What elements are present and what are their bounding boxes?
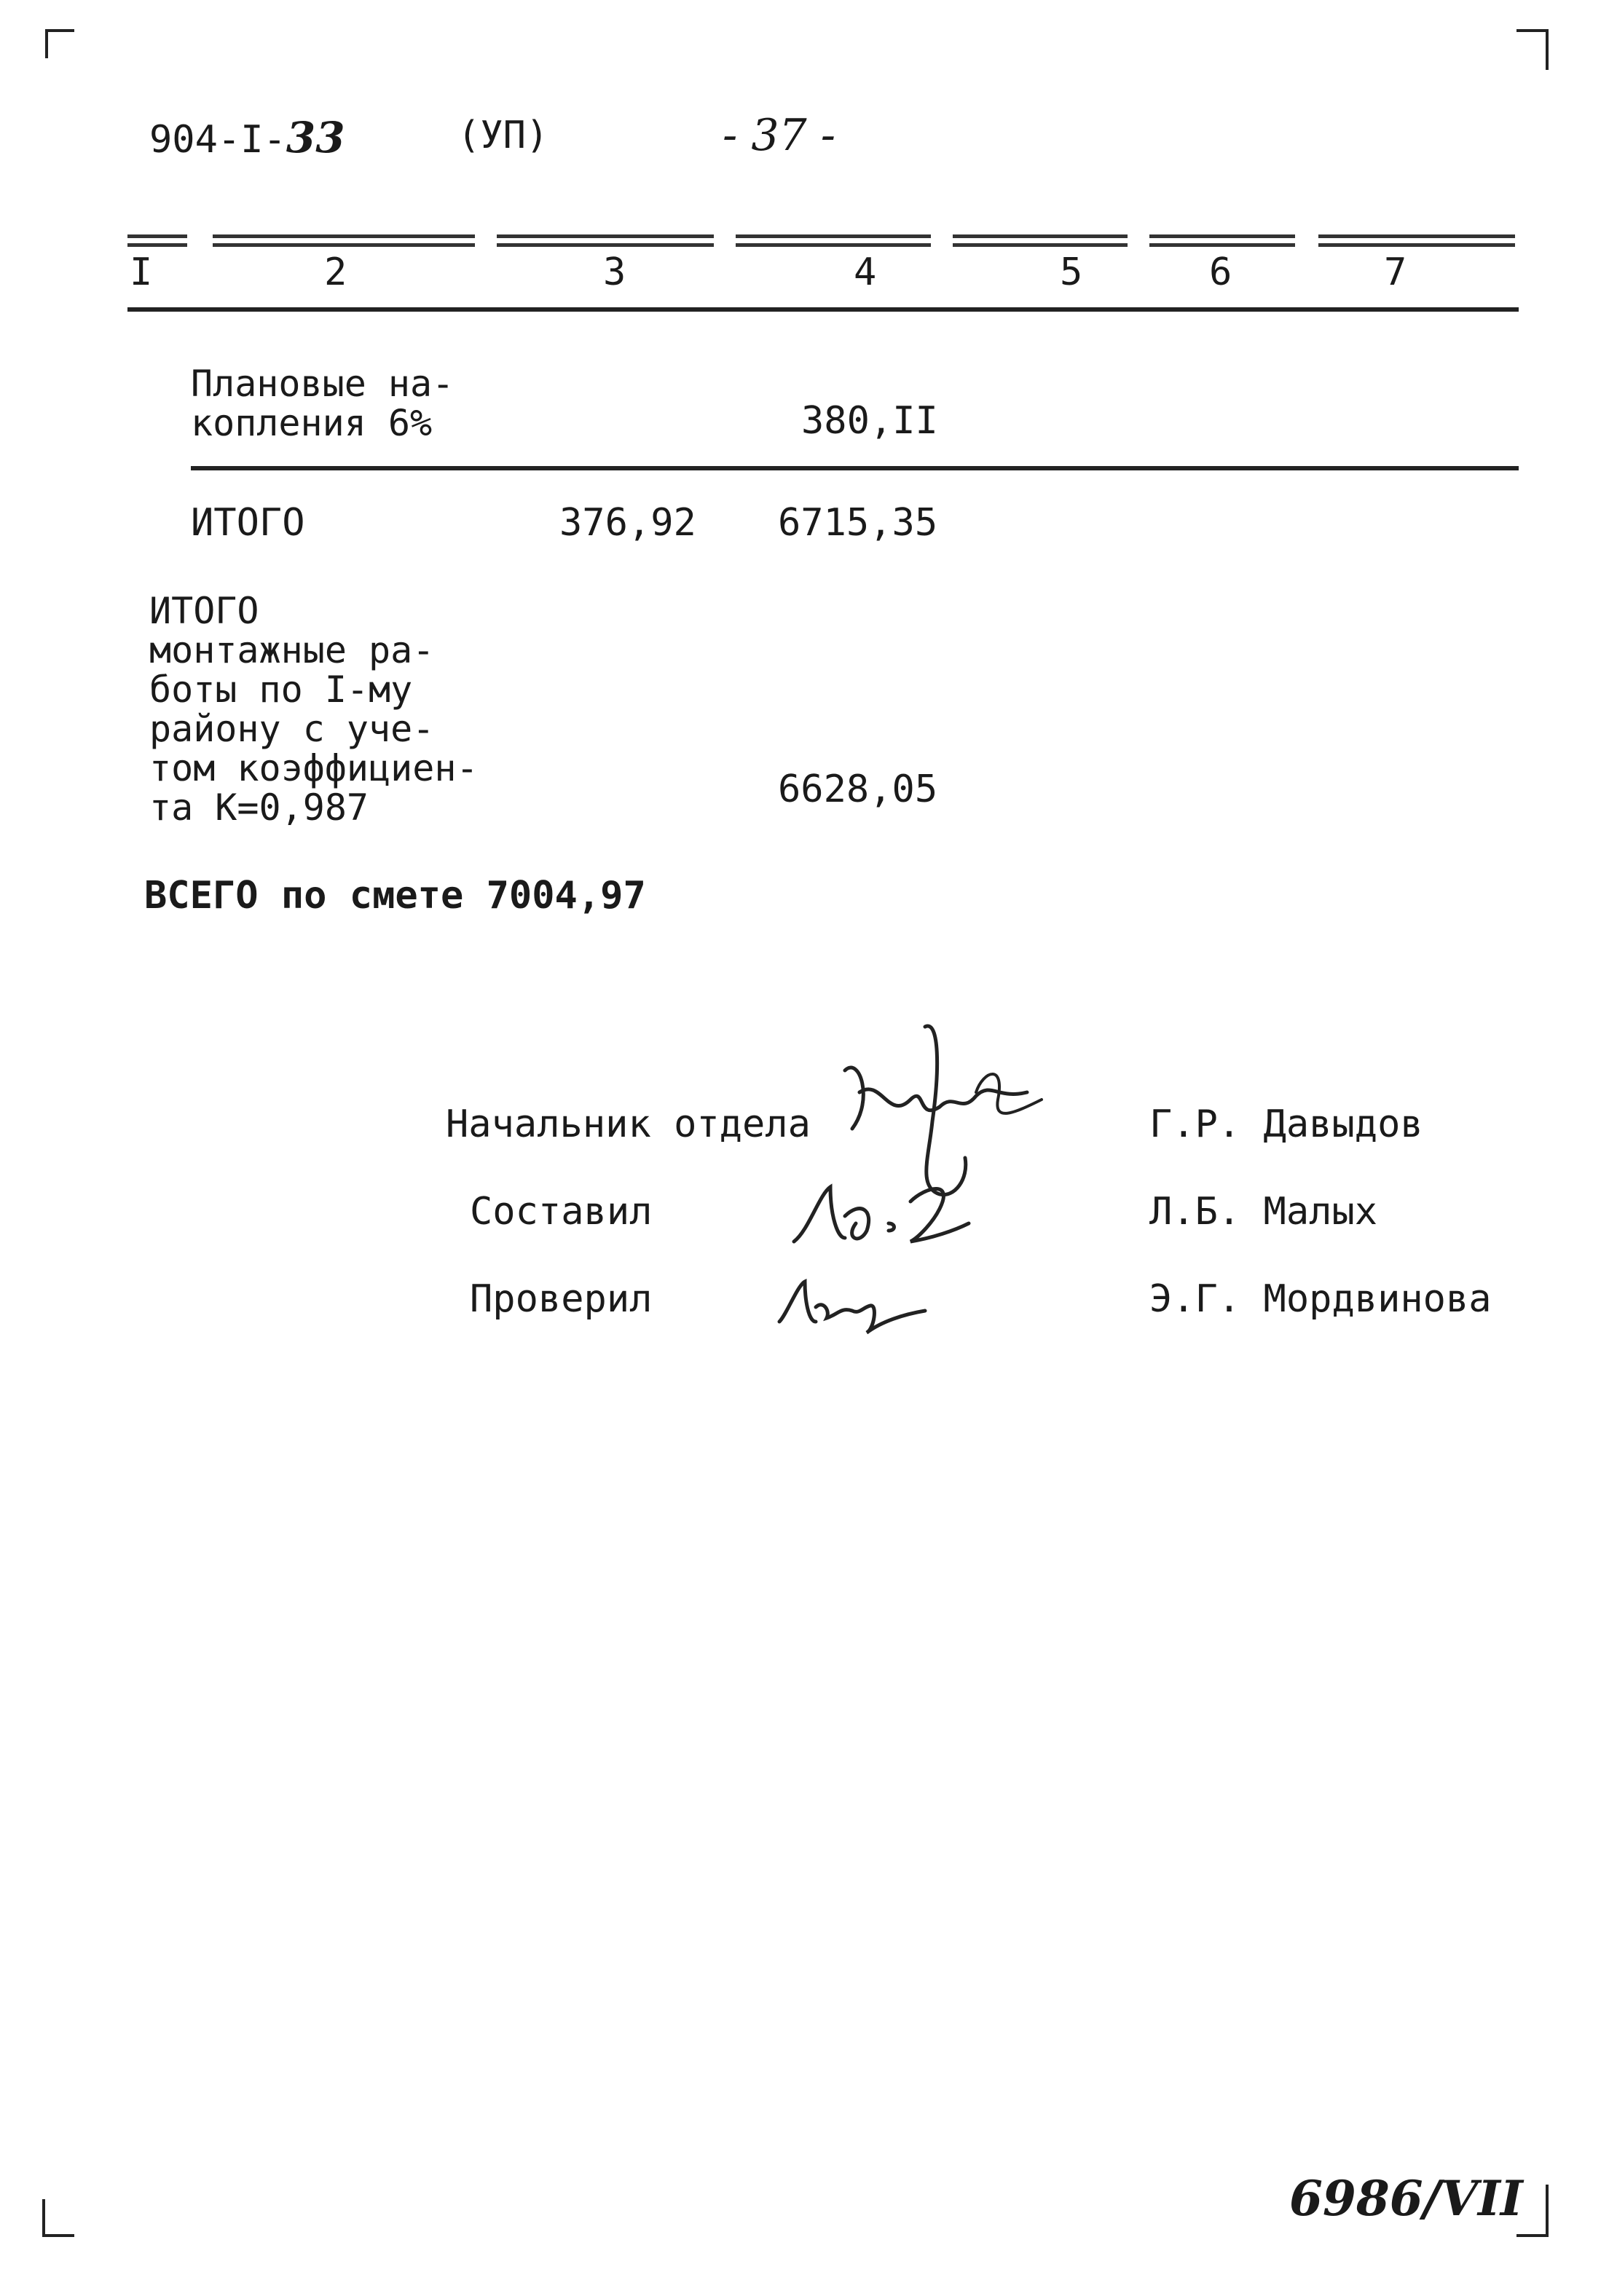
row-subtotal-col4: 6715,35	[778, 501, 938, 545]
row-label-planned-savings: Плановые на- копления 6%	[191, 363, 455, 444]
signature-role-compiled: Составил	[470, 1190, 653, 1234]
handwritten-signature-checked	[772, 1271, 932, 1336]
column-header-6: 6	[1209, 250, 1232, 294]
row-label-subtotal: ИТОГО	[191, 501, 305, 545]
column-header-4: 4	[854, 250, 877, 294]
corner-mark-top-left	[45, 29, 48, 58]
row-subtotal-col3: 376,92	[559, 501, 696, 545]
section-code: (УП)	[457, 114, 549, 157]
grand-total: ВСЕГО по смете 7004,97	[144, 874, 646, 918]
table-header-bottom-rule	[127, 307, 1519, 312]
row-separator-rule	[191, 466, 1519, 470]
signature-role-head: Начальник отдела	[446, 1102, 811, 1146]
signature-role-checked: Проверил	[470, 1277, 653, 1321]
column-header-5: 5	[1060, 250, 1083, 294]
archive-number: 6986/VII	[1289, 2170, 1523, 2227]
corner-mark-bottom-right	[1546, 2185, 1549, 2237]
signature-name-head: Г.Р. Давыдов	[1149, 1102, 1423, 1146]
handwritten-signature-compiled	[787, 1172, 976, 1252]
corner-mark-top-right-v	[1546, 29, 1549, 70]
column-header-2: 2	[324, 250, 347, 294]
corner-mark-bottom-left	[42, 2199, 45, 2236]
page-number: - 37 -	[723, 110, 836, 161]
corner-mark-top-left-h	[45, 29, 74, 32]
corner-mark-top-right	[1516, 29, 1549, 32]
column-header-7: 7	[1384, 250, 1407, 294]
doc-code-handwritten: 33	[286, 113, 345, 162]
row-installation-total-col4: 6628,05	[778, 768, 938, 811]
doc-code	[149, 113, 345, 162]
column-header-1: I	[130, 250, 153, 294]
row-label-installation-total: ИТОГО монтажные ра- боты по I-му району с уче- том коэффициен- та К=0,987	[149, 590, 479, 829]
row-planned-savings-col4: 380,II	[801, 399, 938, 443]
doc-code-printed: 904-I-	[149, 118, 286, 162]
column-header-3: 3	[603, 250, 626, 294]
corner-mark-bottom-left-h	[42, 2234, 74, 2237]
signature-name-checked: Э.Г. Мордвинова	[1149, 1277, 1492, 1321]
signature-name-compiled: Л.Б. Малых	[1149, 1190, 1378, 1234]
corner-mark-bottom-right-h	[1516, 2234, 1549, 2237]
